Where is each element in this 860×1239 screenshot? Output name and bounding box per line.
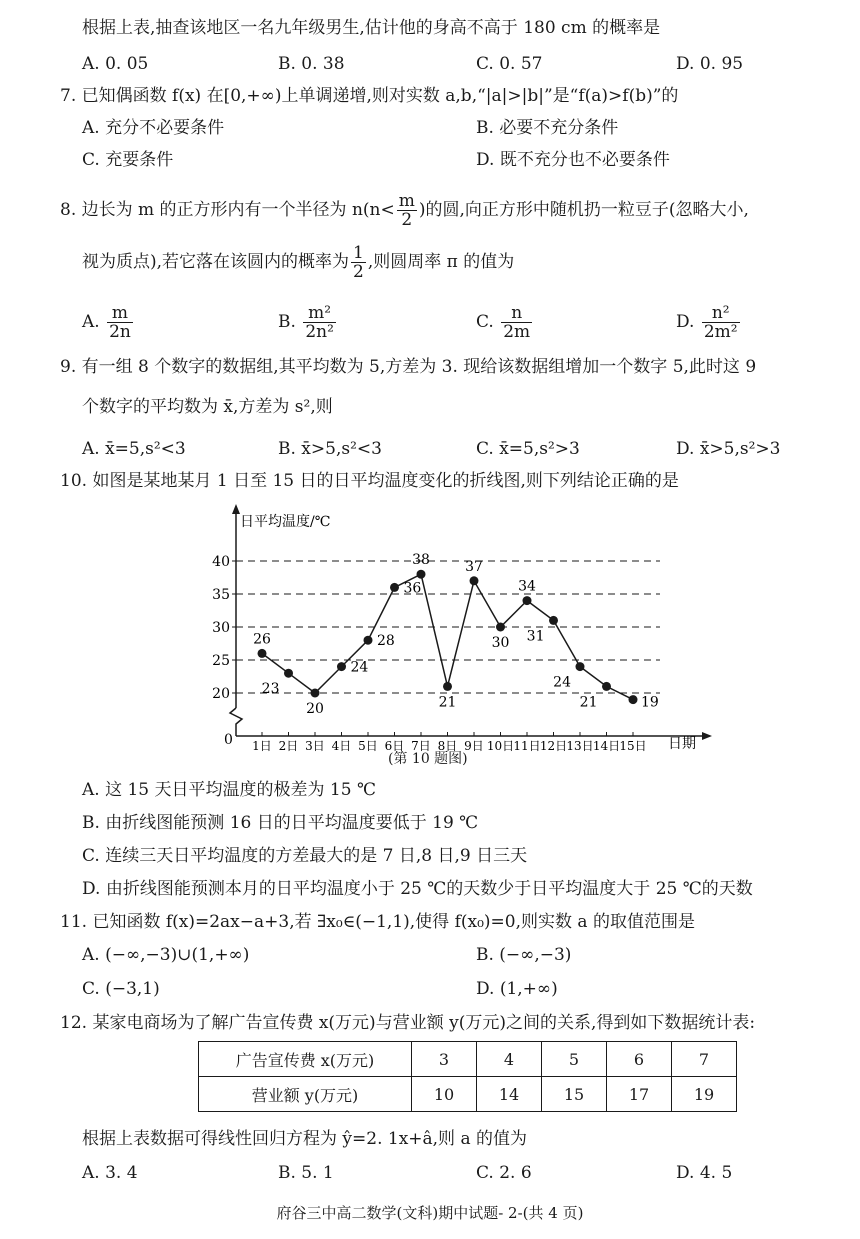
q11-option-d: D. (1,+∞)	[476, 979, 558, 999]
q8-option-d-frac	[702, 304, 740, 341]
data-point	[364, 636, 373, 645]
y-tick-label: 20	[212, 686, 230, 702]
x-tick-label: 1日	[252, 739, 272, 753]
x-tick-label: 9日	[464, 739, 484, 753]
q8-option-a-den: 2n	[109, 322, 131, 342]
data-label: 28	[377, 633, 395, 650]
series-line	[262, 574, 633, 699]
q8-stem-d: ,则圆周率 π 的值为	[367, 252, 515, 272]
regression-data-table	[198, 1041, 737, 1112]
data-label: 20	[306, 701, 324, 717]
q10-option-d: D. 由折线图能预测本月的日平均温度小于 25 ℃的天数少于日平均温度大于 25 ℃的天数	[82, 879, 753, 899]
q9-option-b: B. x̄>5,s²<3	[278, 439, 382, 459]
q8-option-c-den: 2m	[503, 322, 531, 342]
q8-frac-den: 2	[401, 210, 413, 230]
temperature-line-chart	[212, 500, 720, 760]
data-point	[470, 576, 479, 585]
x-tick-label: 13日	[566, 739, 594, 753]
data-label: 21	[438, 694, 457, 711]
q8-option-d-num: n²	[702, 304, 740, 323]
data-label: 21	[579, 694, 598, 711]
table-cell: 6	[607, 1042, 672, 1077]
q7-option-c: C. 充要条件	[82, 150, 174, 170]
x-tick-label: 8日	[437, 739, 458, 753]
x-tick-label: 4日	[331, 739, 352, 753]
q9-stem-2: 个数字的平均数为 x̄,方差为 s²,则	[82, 397, 333, 417]
q8-option-b-frac	[303, 304, 336, 341]
q6-option-b: B. 0. 38	[278, 54, 345, 74]
q8-option-c-label: C.	[476, 312, 494, 332]
data-label: 19	[641, 694, 659, 711]
data-point	[258, 649, 267, 658]
data-point	[443, 682, 452, 691]
table-row	[199, 1077, 737, 1112]
data-point	[390, 583, 399, 592]
q7-option-d: D. 既不充分也不必要条件	[476, 150, 670, 170]
q7-option-b: B. 必要不充分条件	[476, 118, 619, 138]
q6-stem: 根据上表,抽查该地区一名九年级男生,估计他的身高不高于 180 cm 的概率是	[82, 18, 661, 38]
q8-option-a	[82, 302, 135, 342]
data-point	[311, 689, 320, 698]
chart-axes	[224, 504, 712, 752]
data-label: 30	[491, 635, 510, 651]
q8-frac-num: m	[398, 191, 415, 211]
q7-option-a: A. 充分不必要条件	[82, 118, 225, 138]
data-point	[629, 695, 638, 704]
q8-option-d	[676, 302, 742, 342]
q6-option-c: C. 0. 57	[476, 54, 543, 74]
q11-option-a: A. (−∞,−3)∪(1,+∞)	[82, 945, 250, 965]
table-row-header-y: 营业额 y(万元)	[199, 1077, 412, 1112]
x-tick-label: 15日	[619, 739, 647, 753]
q8-stem-b: )的圆,向正方形中随机扔一粒豆子(忽略大小,	[418, 200, 749, 220]
x-tick-label: 2日	[278, 739, 299, 753]
q8-fraction-m-over-2	[397, 192, 417, 229]
table-cell: 19	[672, 1077, 737, 1112]
q8-option-b	[278, 302, 338, 342]
q9-option-a: A. x̄=5,s²<3	[82, 439, 186, 459]
q8-option-d-label: D.	[676, 312, 695, 332]
table-row	[199, 1042, 737, 1077]
q8-option-a-label: A.	[82, 312, 100, 332]
x-tick-label: 14日	[592, 739, 621, 753]
table-cell: 7	[672, 1042, 737, 1077]
q6-option-a: A. 0. 05	[82, 54, 149, 74]
q10-caption: (第 10 题图)	[388, 751, 468, 767]
q9-stem: 9. 有一组 8 个数字的数据组,其平均数为 5,方差为 3. 现给该数据组增加一个数字 5,此时这 9	[60, 357, 757, 377]
q11-option-c: C. (−3,1)	[82, 979, 160, 999]
q10-option-c: C. 连续三天日平均温度的方差最大的是 7 日,8 日,9 日三天	[82, 846, 528, 866]
q8-stem-a: 8. 边长为 m 的正方形内有一个半径为 n(n<	[60, 200, 395, 220]
x-tick-label: 3日	[305, 739, 325, 753]
x-tick-label: 5日	[358, 739, 378, 753]
data-label: 34	[518, 578, 536, 595]
data-label: 37	[465, 558, 483, 575]
table-cell: 5	[542, 1042, 607, 1077]
q10-stem: 10. 如图是某地某月 1 日至 15 日的日平均温度变化的折线图,则下列结论正确的是	[60, 471, 679, 491]
q8-stem-c: 视为质点),若它落在该圆内的概率为	[82, 252, 350, 272]
q11-stem: 11. 已知函数 f(x)=2ax−a+3,若 ∃x₀∈(−1,1),使得 f(x₀)=0,则实数 a 的取值范围是	[60, 912, 695, 932]
table-cell: 15	[542, 1077, 607, 1112]
data-label: 36	[403, 580, 422, 597]
data-label: 23	[261, 681, 280, 698]
y-tick-label: 35	[212, 587, 230, 603]
data-point	[496, 623, 505, 632]
data-label: 38	[412, 552, 430, 569]
q8-stem-line2	[82, 242, 514, 282]
x-tick-label: 6日	[384, 739, 405, 753]
data-point	[602, 682, 611, 691]
data-label: 24	[553, 674, 571, 691]
q6-option-d: D. 0. 95	[676, 54, 744, 74]
x-tick-label: 7日	[411, 739, 431, 753]
q8-option-b-num: m²	[303, 304, 336, 323]
data-point	[523, 596, 532, 605]
table-row-header-x: 广告宣传费 x(万元)	[199, 1042, 412, 1077]
q8-option-d-den: 2m²	[703, 322, 738, 342]
table-cell: 4	[477, 1042, 542, 1077]
x-axis-arrow	[702, 732, 712, 740]
q8-option-c	[476, 302, 534, 342]
y-axis-arrow	[232, 504, 240, 514]
x-tick-label: 12日	[539, 739, 568, 753]
q8-stem-line1	[60, 190, 749, 230]
q8-option-b-label: B.	[278, 312, 296, 332]
data-point	[284, 669, 293, 678]
q12-stem: 12. 某家电商场为了解广告宣传费 x(万元)与营业额 y(万元)之间的关系,得到如下数据统计表:	[60, 1013, 756, 1033]
q8-fraction-half	[351, 244, 366, 281]
q12-option-d: D. 4. 5	[676, 1163, 733, 1183]
y-tick-label: 25	[212, 653, 230, 669]
q12-option-a: A. 3. 4	[82, 1163, 138, 1183]
data-label: 24	[350, 659, 369, 676]
data-point	[549, 616, 558, 625]
q8-option-a-frac	[107, 304, 133, 341]
data-label: 31	[526, 628, 545, 645]
origin-label: 0	[224, 732, 233, 748]
table-cell: 3	[412, 1042, 477, 1077]
table-cell: 17	[607, 1077, 672, 1112]
y-tick-label: 30	[212, 620, 230, 636]
data-point	[337, 662, 346, 671]
q8-option-c-num: n	[501, 304, 532, 323]
q8-option-c-frac	[501, 304, 532, 341]
q12-option-b: B. 5. 1	[278, 1163, 334, 1183]
q8-option-a-num: m	[107, 304, 133, 323]
x-tick-label: 11日	[513, 739, 541, 753]
q9-option-c: C. x̄=5,s²>3	[476, 439, 580, 459]
q10-option-a: A. 这 15 天日平均温度的极差为 15 ℃	[82, 780, 376, 800]
table-cell: 14	[477, 1077, 542, 1112]
q8-half-num: 1	[353, 243, 364, 263]
table-cell: 10	[412, 1077, 477, 1112]
data-point	[417, 570, 426, 579]
x-tick-label: 10日	[486, 739, 515, 753]
data-point	[576, 662, 585, 671]
q8-option-b-den: 2n²	[305, 322, 334, 342]
y-axis-label: 日平均温度/℃	[240, 514, 331, 530]
x-axis-label: 日期	[668, 736, 696, 752]
q7-stem: 7. 已知偶函数 f(x) 在[0,+∞)上单调递增,则对实数 a,b,“|a|>|b|”是“f(a)>f(b)”的	[60, 86, 679, 106]
data-label: 26	[253, 631, 271, 648]
y-tick-label: 40	[212, 554, 230, 570]
q12-option-c: C. 2. 6	[476, 1163, 532, 1183]
q12-after-table: 根据上表数据可得线性回归方程为 ŷ=2. 1x+â,则 a 的值为	[82, 1129, 528, 1149]
q9-option-d: D. x̄>5,s²>3	[676, 439, 781, 459]
q8-half-den: 2	[353, 262, 364, 282]
q11-option-b: B. (−∞,−3)	[476, 945, 572, 965]
page-footer: 府谷三中高二数学(文科)期中试题- 2-(共 4 页)	[276, 1204, 584, 1222]
q10-option-b: B. 由折线图能预测 16 日的日平均温度要低于 19 ℃	[82, 813, 479, 833]
